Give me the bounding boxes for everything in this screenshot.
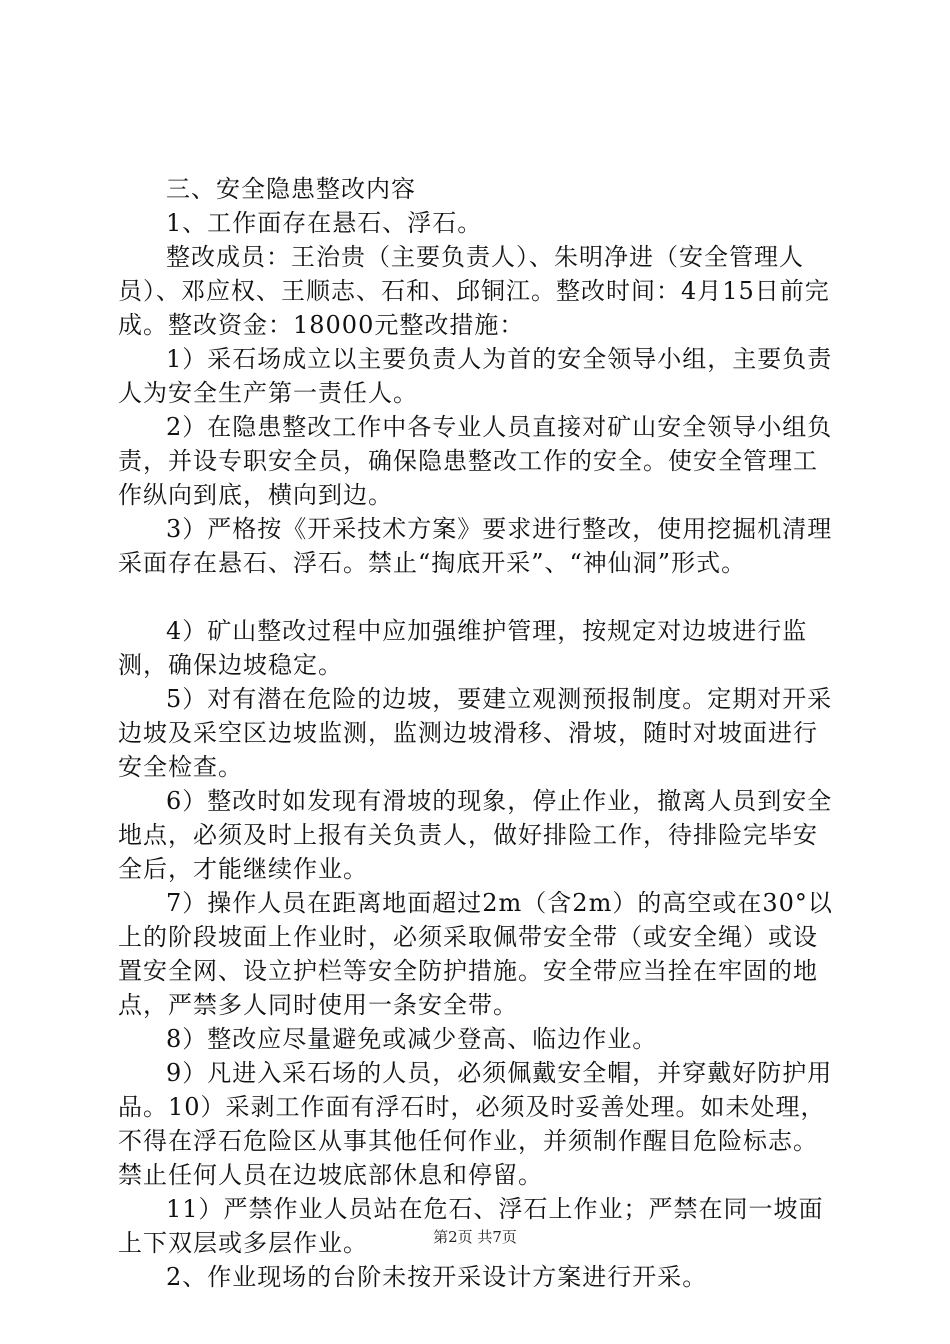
paragraph: 2）在隐患整改工作中各专业人员直接对矿山安全领导小组负责，并设专职安全员，确保隐患整改工作的安全。使安全管理工作纵向到底，横向到边。 (118, 413, 833, 509)
paragraph: 8）整改应尽量避免或减少登高、临边作业。 (166, 1025, 658, 1053)
paragraph: 11）严禁作业人员站在危石、浮石上作业；严禁在同一坡面上下双层或多层作业。 (118, 1195, 824, 1257)
document-body (118, 172, 838, 1294)
paragraph: 3）严格按《开采技术方案》要求进行整改，使用挖掘机清理采面存在悬石、浮石。禁止“掏底开采”、“神仙洞”形式。 (118, 515, 833, 577)
paragraph: 4）矿山整改过程中应加强维护管理，按规定对边坡进行监测，确保边坡稳定。 (118, 617, 808, 679)
issue-heading: 1、工作面存在悬石、浮石。 (166, 209, 483, 237)
paragraph: 7）操作人员在距离地面超过2m（含2m）的高空或在30°以上的阶段坡面上作业时，必须采取佩带安全带（或安全绳）或设置安全网、设立护栏等安全防护措施。安全带应当拴在牢固的地点，严禁多人同时使用一条安全带。 (118, 889, 833, 1019)
paragraph: 整改成员：王治贵（主要负责人）、朱明净进（安全管理人员）、邓应权、王顺志、石和、邱铜江。整改时间：4月15日前完成。整改资金：18000元整改措施： (118, 243, 830, 339)
issue-heading: 2、作业现场的台阶未按开采设计方案进行开采。 (166, 1263, 708, 1291)
section-heading: 三、安全隐患整改内容 (166, 175, 416, 203)
paragraph: 6）整改时如发现有滑坡的现象，停止作业，撤离人员到安全地点，必须及时上报有关负责人，做好排险工作，待排险完毕安全后，才能继续作业。 (118, 787, 833, 883)
paragraph: 5）对有潜在危险的边坡，要建立观测预报制度。定期对开采边坡及采空区边坡监测，监测边坡滑移、滑坡，随时对坡面进行安全检查。 (118, 685, 833, 781)
page-number-footer: 第2页 共7页 (433, 1228, 517, 1246)
paragraph: 1）采石场成立以主要负责人为首的安全领导小组，主要负责人为安全生产第一责任人。 (118, 345, 833, 407)
paragraph: 9）凡进入采石场的人员，必须佩戴安全帽，并穿戴好防护用品。10）采剥工作面有浮石时，必须及时妥善处理。如未处理，不得在浮石危险区从事其他任何作业，并须制作醒目危险标志。禁止任何人员在边坡底部休息和停留。 (118, 1059, 833, 1189)
